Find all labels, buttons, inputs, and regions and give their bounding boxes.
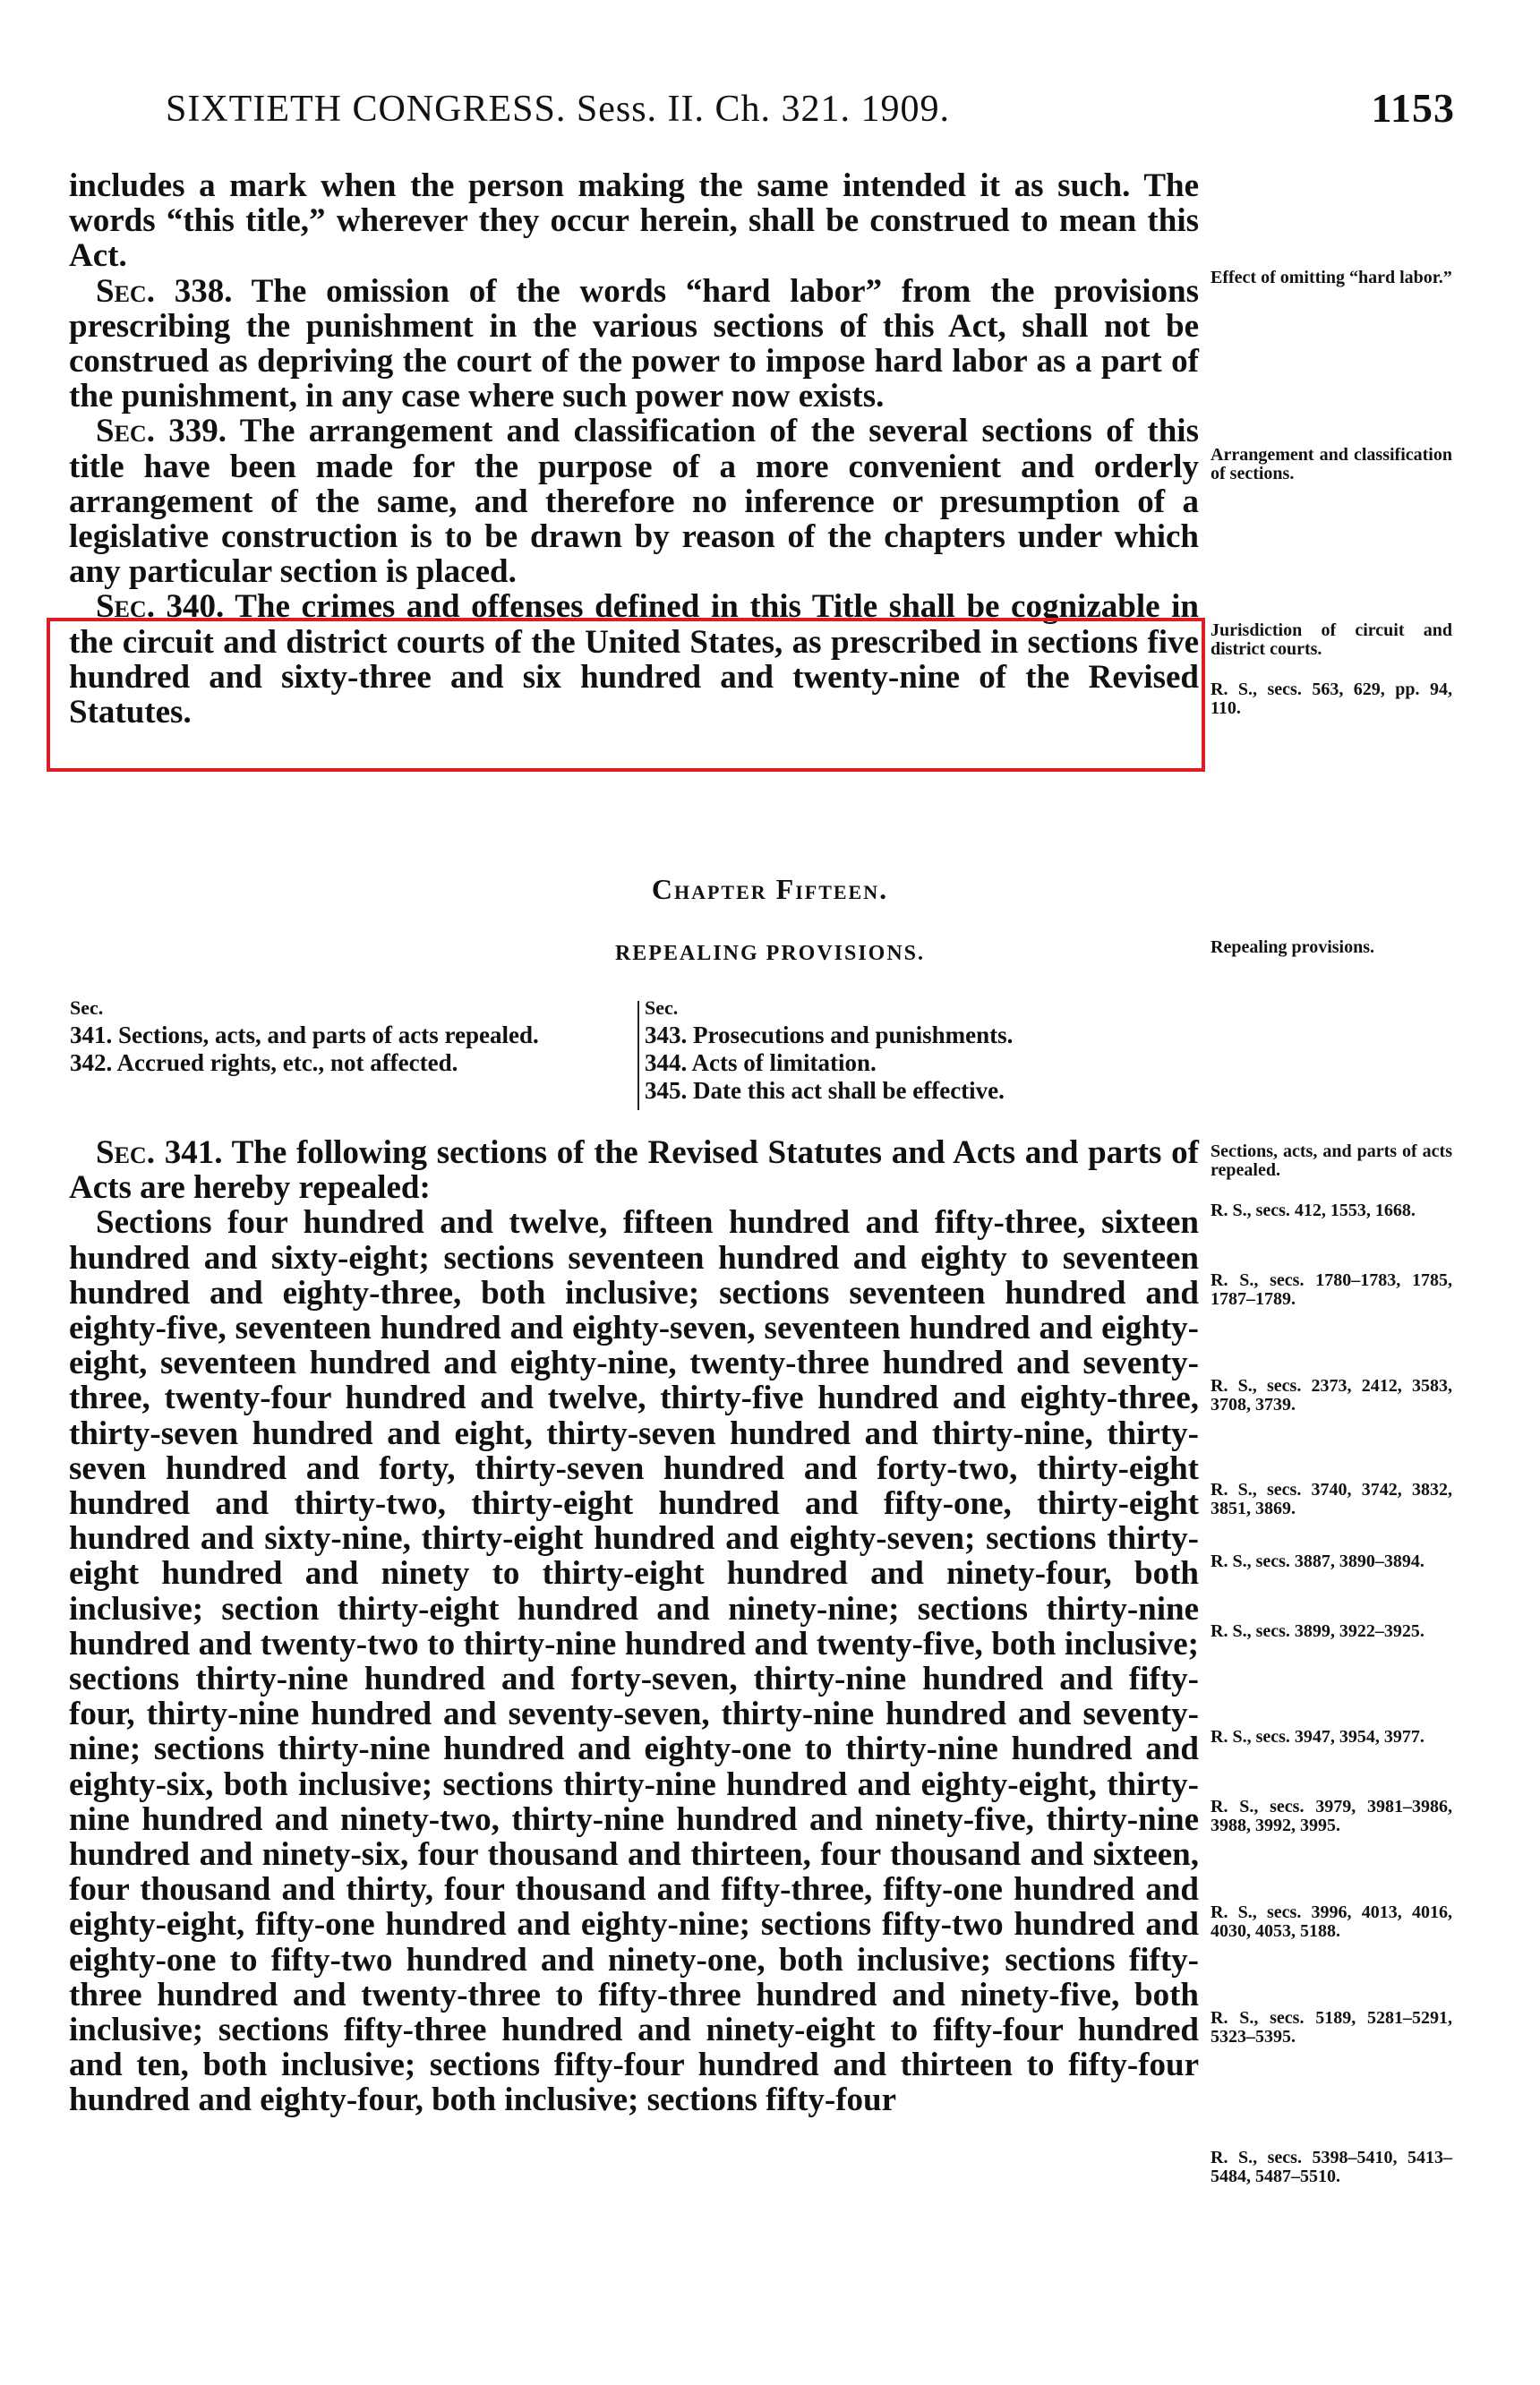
margin-ref-11: R. S., secs. 5398–5410, 5413–5484, 5487–5510. — [1211, 2148, 1452, 2186]
page-header — [67, 77, 1455, 131]
running-title: SIXTIETH CONGRESS. Sess. II. Ch. 321. 1909. — [166, 89, 951, 130]
margin-ref-4: R. S., secs. 3740, 3742, 3832, 3851, 3869. — [1211, 1480, 1452, 1518]
chapter-subtitle: REPEALING PROVISIONS. — [614, 942, 926, 965]
margin-ref-5: R. S., secs. 3887, 3890–3894. — [1211, 1552, 1424, 1571]
toc-divider — [637, 1001, 639, 1110]
toc-entry: 344. Acts of limitation. — [645, 1049, 877, 1076]
toc-sec-label: Sec. — [645, 996, 679, 1019]
section-label: Sec. 340. — [96, 588, 225, 626]
section-339 — [69, 414, 1199, 589]
section-text: The following sections of the Revised Statutes and Acts and parts of Acts are hereby repealed: — [69, 1134, 1199, 1207]
section-338 — [69, 274, 1199, 415]
section-label: Sec. 341. — [96, 1134, 223, 1171]
margin-ref-1: R. S., secs. 412, 1553, 1668. — [1211, 1201, 1416, 1220]
toc-entry: 345. Date this act shall be effective. — [645, 1077, 1005, 1104]
section-text: The arrangement and classification of the several sections of this title have been made for the purpose of a more convenient and orderly arrangement of the same, and therefore no inference or presumption of a legislative construction is to be drawn by reason of the chapters under which any particular section is placed. — [69, 413, 1199, 591]
margin-note-340-refs: R. S., secs. 563, 629, pp. 94, 110. — [1211, 680, 1452, 718]
toc-entry: 343. Prosecutions and punishments. — [645, 1022, 1014, 1048]
margin-ref-2: R. S., secs. 1780–1783, 1785, 1787–1789. — [1211, 1270, 1452, 1309]
page-number: 1153 — [1371, 85, 1455, 131]
margin-ref-10: R. S., secs. 5189, 5281–5291, 5323–5395. — [1211, 2008, 1452, 2047]
highlight-box — [47, 618, 1205, 772]
chapter-title: Chapter Fifteen. — [651, 873, 889, 905]
paragraph-337-continued: includes a mark when the person making the same intended it as such. The words “this title,” wherever they occur herein, shall be construed to mean this Act. — [69, 167, 1199, 275]
section-text: The omission of the words “hard labor” from the provisions prescribing the punishment in the various sections of this Act, shall not be construed as depriving the court of the power to impose hard labor as a part of the punishment, in any case where such power now exists. — [69, 272, 1199, 415]
margin-ref-6: R. S., secs. 3899, 3922–3925. — [1211, 1621, 1424, 1641]
margin-note-340: Jurisdiction of circuit and district courts. — [1211, 620, 1452, 659]
margin-ref-8: R. S., secs. 3979, 3981–3986, 3988, 3992, 3995. — [1211, 1797, 1452, 1835]
section-341 — [69, 1135, 1199, 2118]
section-341-intro — [69, 1135, 1199, 1205]
section-label: Sec. 338. — [96, 272, 233, 310]
margin-note-repealing: Repealing provisions. — [1211, 937, 1374, 957]
margin-ref-7: R. S., secs. 3947, 3954, 3977. — [1211, 1727, 1424, 1747]
toc-right-column — [645, 994, 1182, 1105]
margin-note-339: Arrangement and classification of sections. — [1211, 445, 1452, 483]
margin-ref-9: R. S., secs. 3996, 4013, 4016, 4030, 4053, 5188. — [1211, 1902, 1452, 1941]
section-text: The crimes and offenses defined in this Title shall be cognizable in the circuit and district courts of the United States, as prescribed in sections five hundred and sixty-three and six hundred and twenty-nine of the Revised Statutes. — [69, 588, 1199, 731]
margin-note-341: Sections, acts, and parts of acts repealed. — [1211, 1141, 1452, 1180]
section-341-body: Sections four hundred and twelve, fifteen hundred and fifty-three, sixteen hundred and sixty-eight; sections seventeen hundred and eighty to seventeen hundred and eighty-three, both inclusive; sections seventeen hundred and eighty-five, seventeen hundred and eighty-seven, seventeen hundred and eighty-eight, seventeen hundred and eighty-nine, twenty-three hundred and seventy-three, twenty-four hundred and twelve, thirty-five hundred and eighty-three, thirty-seven hundred and eight, thirty-seven hundred and thirty-nine, thirty-seven hundred and forty, thirty-seven hundred and forty-two, thirty-eight hundred and thirty-two, thirty-eight hundred and fifty-one, thirty-eight hundred and sixty-nine, thirty-eight hundred and eighty-seven; sections thirty-eight hundred and ninety to thirty-eight hundred and ninety-four, both inclusive; section thirty-eight hundred and ninety-nine; sections thirty-nine hundred and twenty-two to thirty-nine hundred and twenty-five, both inclusive; sections thirty-nine hundred and forty-seven, thirty-nine hundred and fifty-four, thirty-nine hundred and seventy-seven, thirty-nine hundred and seventy-nine; sections thirty-nine hundred and eighty-one to thirty-nine hundred and eighty-six, both inclusive; sections thirty-nine hundred and eighty-eight, thirty-nine hundred and ninety-two, thirty-nine hundred and ninety-five, thirty-nine hundred and ninety-six, four thousand and thirteen, four thousand and sixteen, four thousand and thirty, four thousand and fifty-three, fifty-one hundred and eighty-eight, fifty-one hundred and eighty-nine; sections fifty-two hundred and eighty-one to fifty-two hundred and ninety-one, both inclusive; sections fifty-three hundred and twenty-three to fifty-three hundred and ninety-five, both inclusive; sections fifty-three hundred and ninety-eight to fifty-four hundred and ten, both inclusive; sections fifty-four hundred and thirteen to fifty-four hundred and eighty-four, both inclusive; sections fifty-four — [69, 1204, 1199, 2119]
margin-note-338: Effect of omitting “hard labor.” — [1211, 268, 1452, 287]
toc-entry: 341. Sections, acts, and parts of acts repealed. — [70, 1022, 539, 1048]
toc-entry: 342. Accrued rights, etc., not affected. — [70, 1049, 458, 1076]
margin-ref-3: R. S., secs. 2373, 2412, 3583, 3708, 3739. — [1211, 1376, 1452, 1415]
section-label: Sec. 339. — [96, 413, 227, 450]
toc-sec-label: Sec. — [70, 996, 104, 1019]
toc-left-column — [70, 994, 625, 1077]
